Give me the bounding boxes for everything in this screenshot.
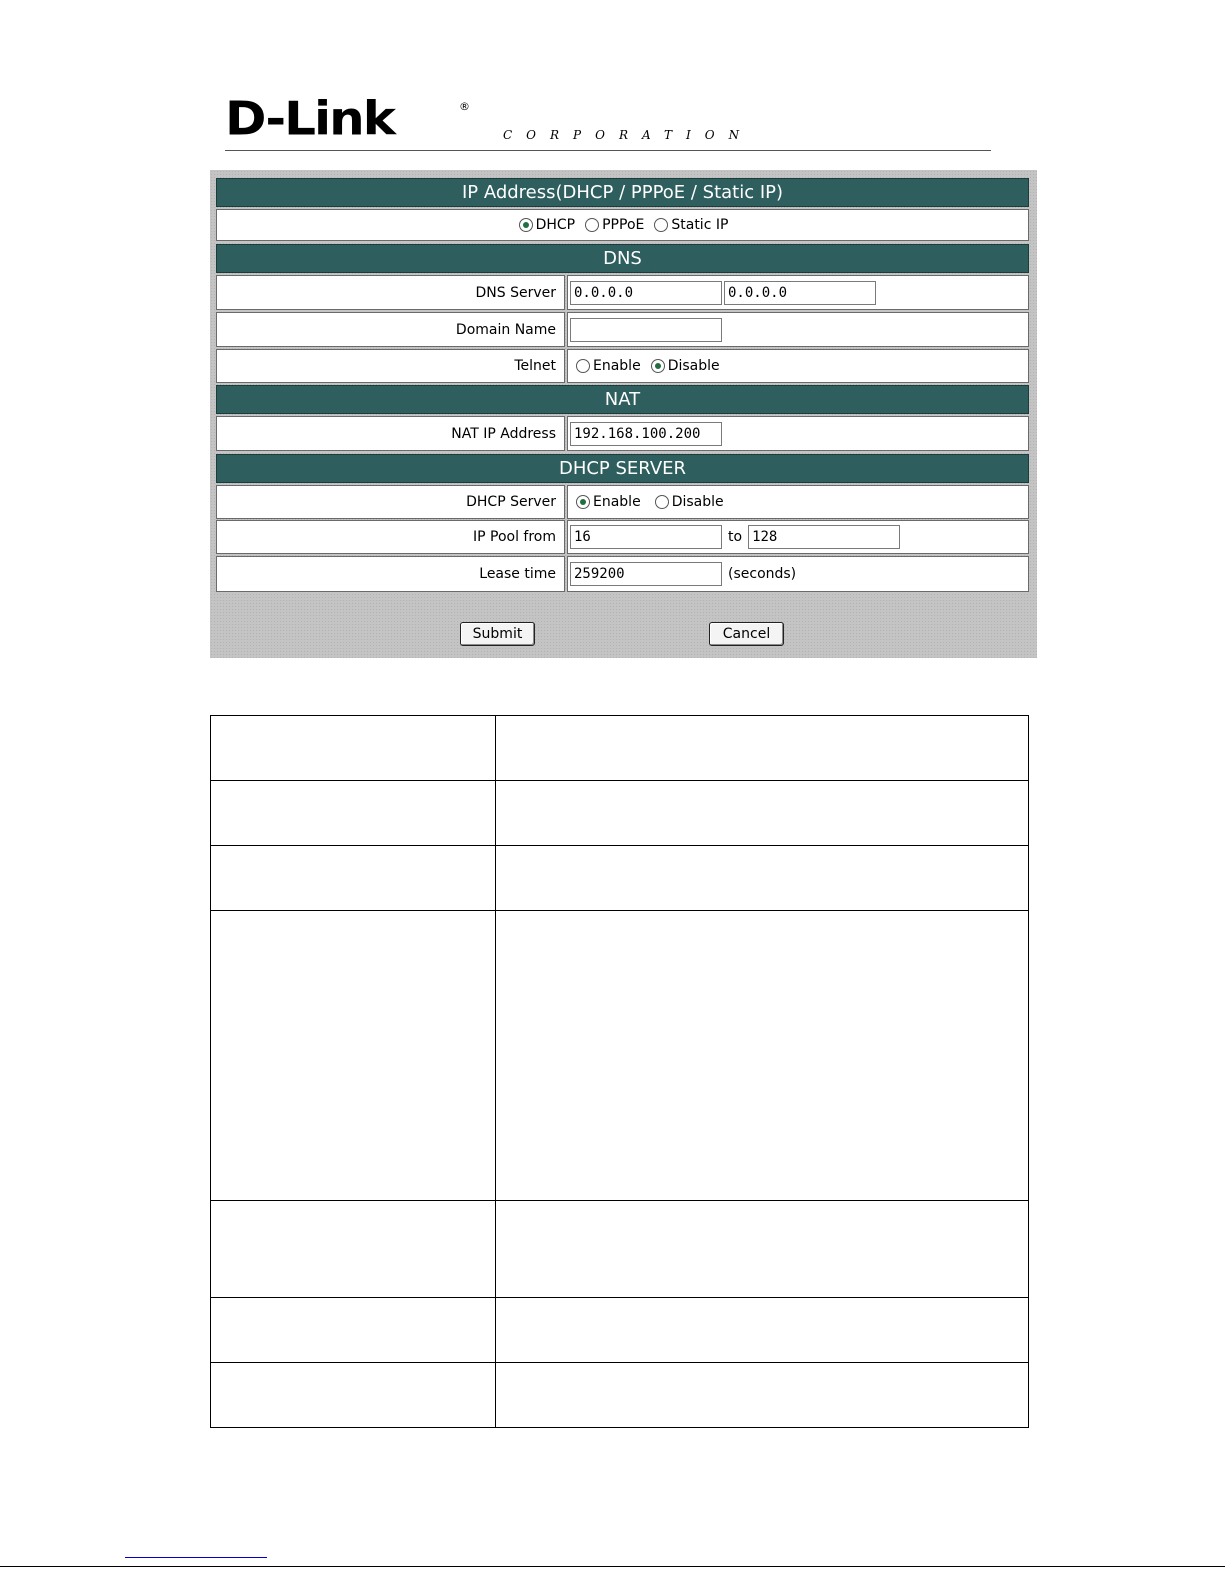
table-row [211,1298,1029,1363]
description-cell [496,716,1029,781]
footer-divider [0,1566,1225,1567]
table-row [211,1201,1029,1298]
description-cell [496,911,1029,1201]
lease-time-input[interactable] [570,562,722,586]
ip-pool-row [216,520,1029,554]
dns-server-cell [567,275,1029,310]
parameter-cell [211,846,496,911]
description-cell [496,1363,1029,1428]
domain-name-label: Domain Name [216,312,565,347]
section-header-dns: DNS [216,244,1029,273]
telnet-row [216,349,1029,383]
dns-server-primary-input[interactable] [570,281,722,305]
nat-ip-cell [567,416,1029,451]
table-row [211,1363,1029,1428]
description-cell [496,781,1029,846]
domain-name-row [216,312,1029,347]
table-row [211,781,1029,846]
radio-dhcp[interactable] [519,218,533,232]
ip-pool-label: IP Pool from [216,520,565,554]
ip-pool-to-label: to [728,529,743,545]
domain-name-input[interactable] [570,318,722,342]
radio-dhcp-disable[interactable] [655,495,669,509]
dns-server-label: DNS Server [216,275,565,310]
lease-time-cell [567,556,1029,592]
table-row [211,846,1029,911]
dhcp-server-label: DHCP Server [216,485,565,519]
radio-static-ip-label: Static IP [671,217,729,233]
description-cell [496,1201,1029,1298]
ip-mode-row [216,209,1029,241]
section-header-dhcp-server: DHCP SERVER [216,454,1029,483]
telnet-cell [567,349,1029,383]
header-divider [225,150,991,151]
section-header-ip-address: IP Address(DHCP / PPPoE / Static IP) [216,178,1029,207]
radio-pppoe[interactable] [585,218,599,232]
radio-telnet-enable-label: Enable [593,358,641,374]
radio-pppoe-label: PPPoE [602,217,645,233]
submit-button[interactable]: Submit [460,622,535,646]
dhcp-server-row [216,485,1029,519]
section-header-nat: NAT [216,385,1029,414]
registered-mark: ® [459,100,470,113]
parameter-cell [211,716,496,781]
dns-server-row [216,275,1029,310]
dhcp-server-cell [567,485,1029,519]
corporation-tagline: CORPORATION [503,128,754,142]
table-row [211,911,1029,1201]
nat-ip-row [216,416,1029,451]
radio-dhcp-label: DHCP [535,217,576,233]
description-cell [496,1298,1029,1363]
table-row [211,716,1029,781]
radio-static-ip[interactable] [654,218,668,232]
parameter-cell [211,1298,496,1363]
parameter-cell [211,911,496,1201]
parameter-cell [211,1201,496,1298]
radio-telnet-enable[interactable] [576,359,590,373]
ip-pool-to-input[interactable] [748,525,900,549]
telnet-label: Telnet [216,349,565,383]
dlink-logo: D-Link [225,92,395,146]
nat-ip-input[interactable] [570,422,722,446]
domain-name-cell [567,312,1029,347]
radio-dhcp-disable-label: Disable [671,494,724,510]
lease-time-row [216,556,1029,592]
ip-pool-from-input[interactable] [570,525,722,549]
parameter-cell [211,1363,496,1428]
radio-telnet-disable[interactable] [651,359,665,373]
lease-time-label: Lease time [216,556,565,592]
lease-time-unit: (seconds) [728,566,797,582]
footer-link-underline[interactable] [125,1557,267,1558]
radio-dhcp-enable-label: Enable [593,494,641,510]
parameter-cell [211,781,496,846]
ip-pool-cell [567,520,1029,554]
radio-dhcp-enable[interactable] [576,495,590,509]
nat-ip-label: NAT IP Address [216,416,565,451]
description-cell [496,846,1029,911]
radio-telnet-disable-label: Disable [667,358,720,374]
description-table [210,715,1029,1428]
dns-server-secondary-input[interactable] [724,281,876,305]
cancel-button[interactable]: Cancel [709,622,784,646]
ip-mode-cell [216,209,1029,241]
